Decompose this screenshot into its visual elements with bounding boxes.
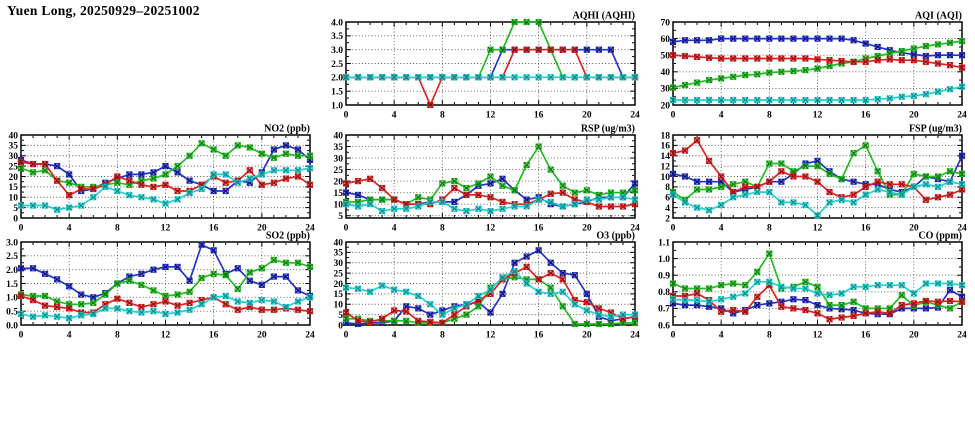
x-tick-label: 4: [391, 330, 397, 341]
chart-so2: [0, 229, 320, 341]
y-tick-label: 2.5: [6, 252, 18, 263]
y-tick-label: 10: [333, 300, 343, 311]
y-tick-label: 6: [665, 193, 670, 204]
chart-no2: [0, 122, 320, 234]
y-tick-label: 4: [665, 203, 670, 214]
y-tick-label: 10: [333, 200, 343, 211]
y-tick-label: 12: [660, 162, 670, 173]
x-tick-label: 12: [160, 223, 171, 234]
x-tick-label: 20: [257, 223, 267, 234]
y-tick-label: 5: [13, 203, 18, 214]
x-tick-label: 20: [582, 110, 592, 121]
x-tick-label: 24: [957, 330, 967, 341]
chart-co: [652, 229, 972, 341]
y-tick-label: 2: [665, 214, 670, 225]
y-tick-label: 15: [8, 183, 18, 194]
x-tick-label: 4: [718, 110, 724, 121]
series-line-red: [673, 140, 962, 200]
x-tick-label: 16: [533, 223, 544, 234]
x-tick-label: 4: [391, 110, 397, 121]
y-tick-label: 4.0: [331, 18, 343, 29]
chart-o3: [325, 229, 645, 341]
x-tick-label: 0: [18, 330, 24, 341]
y-tick-label: 10: [8, 193, 18, 204]
y-tick-label: 20: [333, 177, 343, 188]
x-tick-label: 16: [860, 223, 871, 234]
y-tick-label: 2.0: [6, 265, 18, 276]
x-tick-label: 0: [670, 330, 676, 341]
y-tick-label: 1.0: [331, 101, 343, 112]
chart-title-no2: NO2 (ppb): [264, 123, 310, 135]
y-tick-label: 0.5: [6, 307, 18, 318]
x-tick-label: 8: [766, 110, 772, 121]
x-tick-label: 24: [957, 110, 967, 121]
y-tick-label: 25: [333, 269, 343, 280]
y-tick-label: 2.5: [331, 59, 343, 70]
x-tick-label: 4: [391, 223, 397, 234]
x-tick-label: 12: [485, 330, 496, 341]
x-tick-label: 24: [305, 330, 315, 341]
x-tick-label: 0: [343, 330, 349, 341]
y-tick-label: 70: [660, 18, 670, 29]
y-tick-label: 15: [333, 188, 343, 199]
x-tick-label: 12: [485, 110, 496, 121]
y-tick-label: 40: [8, 131, 18, 142]
x-tick-label: 12: [812, 330, 823, 341]
y-tick-label: 0.8: [658, 288, 670, 299]
y-tick-label: 1.0: [658, 254, 670, 265]
x-tick-label: 12: [485, 223, 496, 234]
y-tick-label: 50: [660, 51, 670, 62]
y-tick-label: 35: [8, 141, 18, 152]
x-tick-label: 24: [305, 223, 315, 234]
x-tick-label: 0: [343, 110, 349, 121]
y-tick-label: 35: [333, 142, 343, 153]
x-tick-label: 4: [718, 330, 724, 341]
y-tick-label: 3.5: [331, 32, 343, 43]
y-tick-label: 16: [660, 141, 670, 152]
y-tick-label: 2.0: [331, 73, 343, 84]
y-tick-label: 20: [660, 101, 670, 112]
chart-title-o3: O3 (ppb): [596, 230, 635, 242]
page-title: Yuen Long, 20250929–20251002: [7, 3, 200, 18]
x-tick-label: 12: [812, 223, 823, 234]
x-tick-label: 12: [812, 110, 823, 121]
x-tick-label: 24: [630, 330, 640, 341]
y-tick-label: 30: [660, 84, 670, 95]
chart-title-rsp: RSP (ug/m3): [580, 123, 635, 135]
chart-rsp: [325, 122, 645, 234]
x-tick-label: 0: [670, 110, 676, 121]
x-tick-label: 16: [860, 330, 871, 341]
chart-title-so2: SO2 (ppb): [265, 230, 310, 242]
x-tick-label: 8: [766, 223, 772, 234]
x-tick-label: 8: [439, 223, 445, 234]
chart-title-co: CO (ppm): [918, 230, 962, 242]
x-tick-label: 4: [718, 223, 724, 234]
x-tick-label: 12: [160, 330, 171, 341]
y-tick-label: 40: [333, 131, 343, 142]
x-tick-label: 20: [909, 330, 919, 341]
x-tick-label: 16: [860, 110, 871, 121]
y-tick-label: 3.0: [331, 45, 343, 56]
x-tick-label: 0: [18, 223, 24, 234]
y-tick-label: 30: [333, 259, 343, 270]
y-tick-label: 25: [8, 162, 18, 173]
y-tick-label: 0.9: [658, 271, 670, 282]
y-tick-label: 0.7: [658, 304, 670, 315]
x-tick-label: 16: [208, 223, 219, 234]
y-tick-label: 14: [660, 152, 670, 163]
x-tick-label: 20: [909, 110, 919, 121]
y-tick-label: 1.0: [6, 293, 18, 304]
x-tick-label: 16: [208, 330, 219, 341]
x-tick-label: 8: [114, 330, 120, 341]
x-tick-label: 8: [114, 223, 120, 234]
y-tick-label: 0.0: [6, 321, 18, 332]
y-tick-label: 20: [8, 172, 18, 183]
x-tick-label: 8: [766, 330, 772, 341]
x-tick-label: 24: [630, 223, 640, 234]
y-tick-label: 8: [665, 183, 670, 194]
x-tick-label: 0: [343, 223, 349, 234]
x-tick-label: 20: [257, 330, 267, 341]
x-tick-label: 16: [533, 330, 544, 341]
chart-fsp: [652, 122, 972, 234]
y-tick-label: 15: [333, 290, 343, 301]
x-tick-label: 24: [630, 110, 640, 121]
chart-aqi: [652, 9, 972, 121]
y-tick-label: 30: [8, 152, 18, 163]
y-tick-label: 35: [333, 248, 343, 259]
y-tick-label: 5: [338, 310, 343, 321]
y-tick-label: 18: [660, 131, 670, 142]
x-tick-label: 4: [66, 330, 72, 341]
x-tick-label: 4: [66, 223, 72, 234]
y-tick-label: 60: [660, 34, 670, 45]
chart-title-aqhi: AQHI (AQHI): [572, 10, 635, 22]
x-tick-label: 24: [957, 223, 967, 234]
x-tick-label: 8: [439, 110, 445, 121]
x-tick-label: 20: [909, 223, 919, 234]
y-tick-label: 20: [333, 279, 343, 290]
x-tick-label: 8: [439, 330, 445, 341]
y-tick-label: 40: [333, 238, 343, 249]
y-tick-label: 40: [660, 68, 670, 79]
y-tick-label: 30: [333, 154, 343, 165]
y-tick-label: 1.1: [658, 238, 670, 249]
y-tick-label: 10: [660, 172, 670, 183]
y-tick-label: 0.6: [658, 321, 670, 332]
x-tick-label: 0: [670, 223, 676, 234]
chart-aqhi: [325, 9, 645, 121]
y-tick-label: 5: [338, 211, 343, 222]
x-tick-label: 16: [533, 110, 544, 121]
x-tick-label: 20: [582, 223, 592, 234]
y-tick-label: 0: [338, 321, 343, 332]
y-tick-label: 1.5: [6, 279, 18, 290]
y-tick-label: 3.0: [6, 238, 18, 249]
chart-title-fsp: FSP (ug/m3): [908, 123, 962, 135]
y-tick-label: 25: [333, 165, 343, 176]
chart-title-aqi: AQI (AQI): [915, 10, 962, 22]
x-tick-label: 20: [582, 330, 592, 341]
y-tick-label: 0: [13, 214, 18, 225]
y-tick-label: 1.5: [331, 87, 343, 98]
